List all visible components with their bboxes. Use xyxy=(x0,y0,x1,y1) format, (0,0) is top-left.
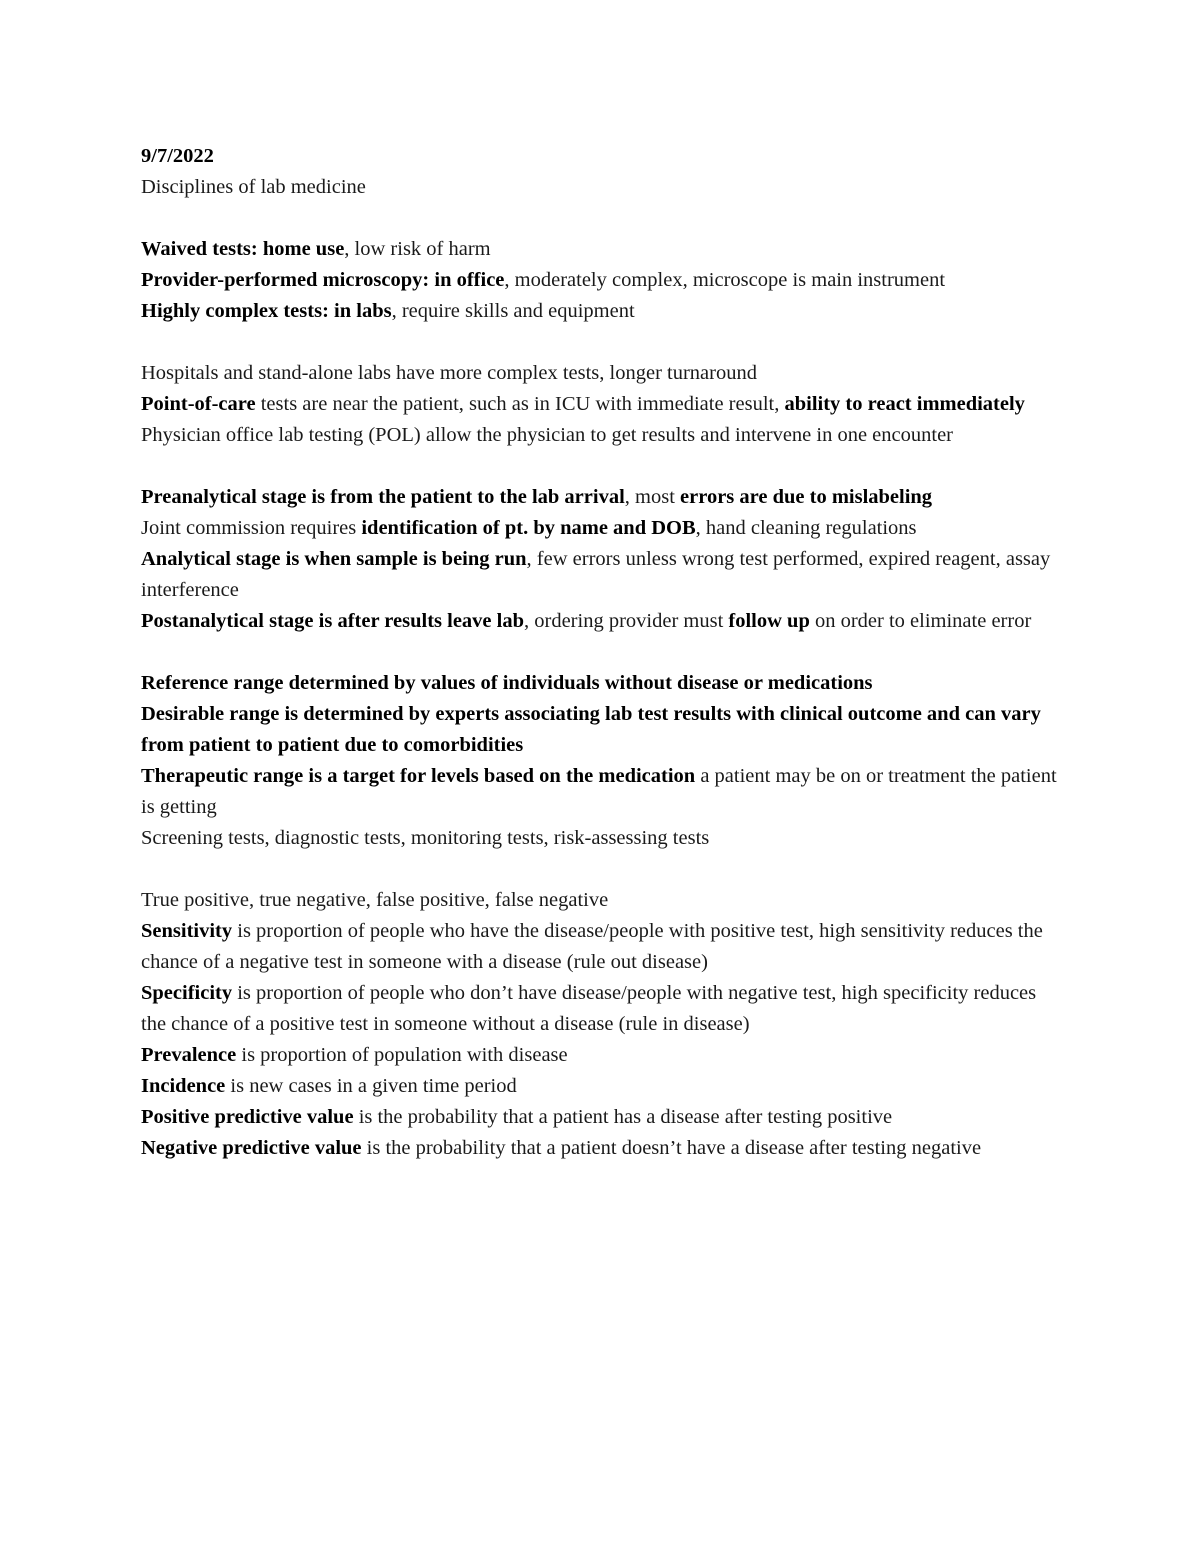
sensitivity-line: Sensitivity is proportion of people who have the disease/people with positive test, high sensitivity reduces the chance of a negative test in someone with a disease (rule out disease) xyxy=(141,920,1043,973)
paragraph-gap xyxy=(141,327,1061,358)
incidence-line: Incidence is new cases in a given time period xyxy=(141,1075,517,1097)
point-of-care-line: Point-of-care tests are near the patient, such as in ICU with immediate result, ability to react immediately xyxy=(141,393,1025,415)
highly-complex-line: Highly complex tests: in labs, require skills and equipment xyxy=(141,300,635,322)
hospitals-line: Hospitals and stand-alone labs have more complex tests, longer turnaround xyxy=(141,362,757,384)
note-subtitle: Disciplines of lab medicine xyxy=(141,176,366,198)
joint-commission-line: Joint commission requires identification of pt. by name and DOB, hand cleaning regulations xyxy=(141,517,917,539)
pol-line: Physician office lab testing (POL) allow the physician to get results and intervene in one encounter xyxy=(141,424,954,446)
waived-tests-line: Waived tests: home use, low risk of harm xyxy=(141,238,491,260)
document-body xyxy=(141,141,1061,1164)
desirable-range-line: Desirable range is determined by experts associating lab test results with clinical outcome and can vary from patient to patient due to comorbidities xyxy=(141,703,1041,756)
note-date: 9/7/2022 xyxy=(141,145,214,167)
paragraph-gap xyxy=(141,637,1061,668)
ppm-line: Provider-performed microscopy: in office, moderately complex, microscope is main instrument xyxy=(141,269,946,291)
outcomes-line: True positive, true negative, false positive, false negative xyxy=(141,889,609,911)
analytical-line: Analytical stage is when sample is being run, few errors unless wrong test performed, expired reagent, assay interference xyxy=(141,548,1051,601)
npv-line: Negative predictive value is the probability that a patient doesn’t have a disease after testing negative xyxy=(141,1137,982,1159)
test-types-line: Screening tests, diagnostic tests, monitoring tests, risk-assessing tests xyxy=(141,827,710,849)
paragraph-gap xyxy=(141,451,1061,482)
reference-range-line: Reference range determined by values of individuals without disease or medications xyxy=(141,672,873,694)
paragraph-gap xyxy=(141,854,1061,885)
prevalence-line: Prevalence is proportion of population with disease xyxy=(141,1044,568,1066)
specificity-line: Specificity is proportion of people who don’t have disease/people with negative test, high specificity reduces the chance of a positive test in someone without a disease (rule in disease) xyxy=(141,982,1037,1035)
therapeutic-range-line: Therapeutic range is a target for levels based on the medication a patient may be on or treatment the patient is getting xyxy=(141,765,1057,818)
preanalytical-line: Preanalytical stage is from the patient to the lab arrival, most errors are due to mislabeling xyxy=(141,486,933,508)
postanalytical-line: Postanalytical stage is after results leave lab, ordering provider must follow up on order to eliminate error xyxy=(141,610,1032,632)
ppv-line: Positive predictive value is the probability that a patient has a disease after testing positive xyxy=(141,1106,893,1128)
paragraph-gap xyxy=(141,203,1061,234)
